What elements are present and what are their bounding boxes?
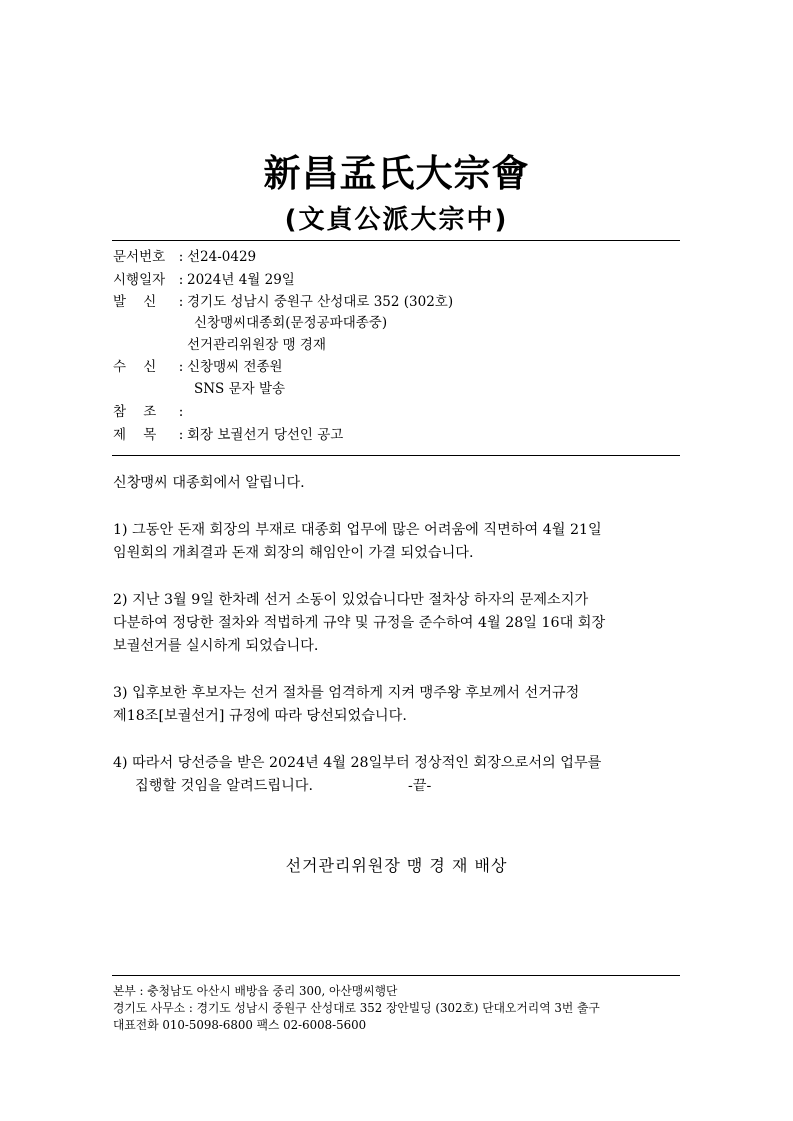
- date-sep: :: [178, 272, 184, 288]
- sender-sep: :: [178, 294, 184, 310]
- paragraph-4-line-1: 4) 따라서 당선증을 받은 2024년 4월 28일부터 정상적인 회장으로서의 업무를: [113, 755, 602, 771]
- recipient-sep: :: [178, 359, 184, 375]
- header-top-divider: [112, 240, 680, 241]
- doc-no-sep: :: [178, 249, 184, 265]
- header-subject: [113, 426, 343, 444]
- header-date: [113, 271, 295, 289]
- header-bottom-divider: [112, 455, 680, 456]
- paragraph-4-line-2: 집행할 것임을 알려드립니다.: [135, 778, 313, 794]
- paragraph-3-line-1: 3) 입후보한 후보자는 선거 절차를 엄격하게 지켜 맹주왕 후보께서 선거규정: [113, 685, 580, 701]
- subject-value: 회장 보궐선거 당선인 공고: [187, 427, 344, 443]
- doc-no-value: 선24-0429: [187, 249, 257, 265]
- paragraph-3-line-2: 제18조[보궐선거] 규정에 따라 당선되었습니다.: [113, 708, 407, 724]
- doc-no-label: 문서번호: [113, 249, 166, 265]
- paragraph-1-line-1: 1) 그동안 돈재 회장의 부재로 대종회 업무에 많은 어려움에 직면하여 4월 21일: [113, 522, 602, 538]
- paragraph-2-line-1: 2) 지난 3월 9일 한차례 선거 소동이 있었습니다만 절차상 하자의 문제소지가: [113, 592, 589, 608]
- sender-person: 선거관리위원장 맹 경재: [187, 337, 326, 353]
- subject-label: 제 목: [113, 427, 157, 443]
- organization-subtitle: (文貞公派大宗中): [284, 205, 509, 235]
- paragraph-1-line-2: 임원회의 개최결과 돈재 회장의 해임안이 가결 되었습니다.: [113, 545, 474, 561]
- sender-value: 경기도 성남시 중원구 산성대로 352 (302호): [187, 294, 454, 310]
- header-doc-no: [113, 248, 256, 266]
- footer-headquarters: 본부 : 충청남도 아산시 배방읍 중리 300, 아산맹씨행단: [113, 984, 398, 998]
- footer-office: 경기도 사무소 : 경기도 성남시 중원구 산성대로 352 장안빌딩 (302호) 단대오거리역 3번 출구: [113, 1001, 600, 1015]
- subject-sep: :: [178, 427, 184, 443]
- organization-title: 新昌孟氏大宗會: [263, 152, 530, 195]
- header-recipient: [113, 358, 283, 376]
- recipient-method: SNS 문자 발송: [194, 381, 286, 397]
- paragraph-2-line-3: 보궐선거를 실시하게 되었습니다.: [113, 638, 319, 654]
- date-label: 시행일자: [113, 272, 166, 288]
- recipient-value: 신창맹씨 전종원: [187, 359, 283, 375]
- header-sender: [113, 293, 453, 311]
- header-reference: [113, 403, 187, 421]
- reference-label: 참 조: [113, 404, 157, 420]
- end-mark: -끝-: [408, 778, 432, 794]
- footer-contact: 대표전화 010-5098-6800 팩스 02-6008-5600: [113, 1018, 367, 1032]
- sender-org: 신창맹씨대종회(문정공파대종중): [194, 315, 388, 331]
- sender-label: 발 신: [113, 294, 157, 310]
- paragraph-2-line-2: 다분하여 정당한 절차와 적법하게 규약 및 규정을 준수하여 4월 28일 16대 회장: [113, 615, 606, 631]
- reference-sep: :: [178, 404, 184, 420]
- signature: 선거관리위원장 맹 경 재 배상: [285, 856, 508, 875]
- footer-divider: [112, 975, 680, 976]
- greeting: 신창맹씨 대종회에서 알립니다.: [113, 475, 305, 491]
- recipient-label: 수 신: [113, 359, 157, 375]
- date-value: 2024년 4월 29일: [187, 272, 295, 288]
